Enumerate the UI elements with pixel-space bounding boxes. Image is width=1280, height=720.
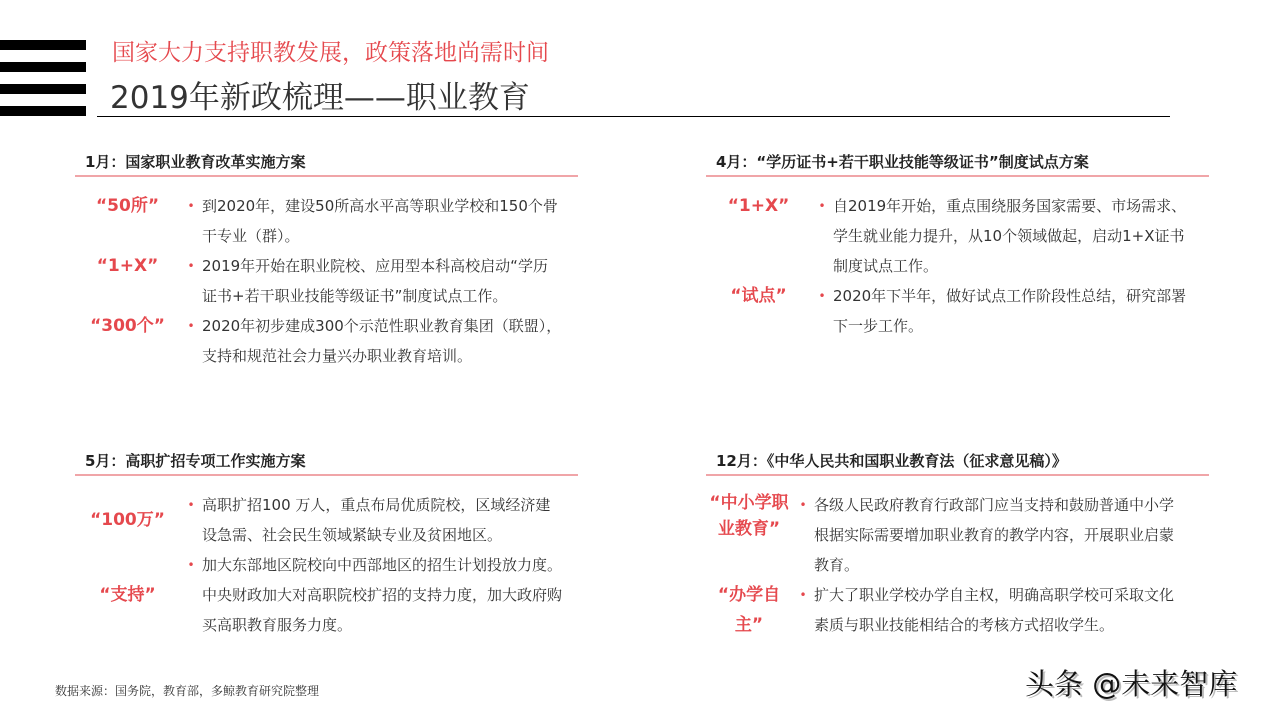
- item-text: 2019年开始在职业院校、应用型本科高校启动“学历证书+若干职业技能等级证书”制度试点工作。: [202, 257, 548, 305]
- section-may: [75, 448, 578, 640]
- item-label: “支持”: [99, 585, 156, 605]
- list-item: [75, 191, 578, 251]
- item-text: 高职扩招100 万人，重点布局优质院校，区域经济建设急需、社会民生领域紧缺专业及贫困地区。: [202, 496, 551, 544]
- list-item: [75, 550, 578, 640]
- item-text: 各级人民政府教育行政部门应当支持和鼓励普通中小学根据实际需要增加职业教育的教学内容，开展职业启蒙教育。: [814, 496, 1175, 574]
- item-label: “300个”: [90, 316, 165, 336]
- bullet-icon: •: [799, 588, 807, 602]
- data-source: 数据来源：国务院，教育部，多鲸教育研究院整理: [55, 684, 320, 698]
- item-label: “1+X”: [96, 256, 159, 276]
- divider: [706, 474, 1209, 476]
- list-item: [706, 580, 1209, 640]
- watermark: 头条 @未来智库: [1025, 667, 1238, 701]
- bullet-icon: •: [799, 498, 807, 512]
- page-title: 2019年新政梳理——职业教育: [110, 80, 530, 116]
- bullet-icon: •: [187, 498, 195, 512]
- section-heading: 5月：高职扩招专项工作实施方案: [85, 452, 306, 470]
- list-item: [706, 490, 1209, 580]
- item-text: 扩大了职业学校办学自主权，明确高职学校可采取文化素质与职业技能相结合的考核方式招收学生。: [814, 586, 1175, 634]
- item-label: “1+X”: [727, 196, 790, 216]
- decor-bar: [0, 40, 86, 50]
- section-heading: 4月：“学历证书+若干职业技能等级证书”制度试点方案: [716, 153, 1089, 171]
- list-item: [75, 251, 578, 311]
- bullet-icon: •: [187, 259, 195, 273]
- item-text: 到2020年，建设50所高水平高等职业学校和150个骨干专业（群）。: [202, 197, 558, 245]
- section-heading: 1月：国家职业教育改革实施方案: [85, 153, 306, 171]
- list-item: [706, 281, 1209, 341]
- decor-bar: [0, 84, 86, 94]
- item-text: 2020年初步建成300个示范性职业教育集团（联盟），支持和规范社会力量兴办职业教育培训。: [202, 317, 562, 365]
- list-item: [75, 311, 578, 371]
- decor-bar: [0, 106, 86, 116]
- item-label: “中小学职业教育”: [709, 493, 789, 539]
- bullet-icon: •: [187, 558, 195, 572]
- divider: [75, 175, 578, 177]
- list-item: [706, 191, 1209, 281]
- item-text: 加大东部地区院校向中西部地区的招生计划投放力度。中央财政加大对高职院校扩招的支持力度，加大政府购买高职教育服务力度。: [202, 556, 563, 634]
- section-apr: [706, 149, 1209, 341]
- item-label: “办学自主”: [717, 585, 781, 635]
- divider: [75, 474, 578, 476]
- section-jan: [75, 149, 578, 371]
- item-label: “50所”: [95, 196, 159, 216]
- item-text: 2020年下半年，做好试点工作阶段性总结，研究部署下一步工作。: [833, 287, 1187, 335]
- list-item: [75, 490, 578, 550]
- divider: [706, 175, 1209, 177]
- item-label: “试点”: [730, 286, 787, 306]
- title-divider: [97, 116, 1170, 117]
- item-text: 自2019年开始，重点围绕服务国家需要、市场需求、学生就业能力提升，从10个领域做起，启动1+X证书制度试点工作。: [833, 197, 1187, 275]
- bullet-icon: •: [818, 289, 826, 303]
- decor-bar: [0, 62, 86, 72]
- page-subtitle: 国家大力支持职教发展，政策落地尚需时间: [112, 40, 549, 66]
- section-heading: 12月：《中华人民共和国职业教育法（征求意见稿）》: [716, 452, 1067, 470]
- bullet-icon: •: [187, 199, 195, 213]
- bullet-icon: •: [818, 199, 826, 213]
- bullet-icon: •: [187, 319, 195, 333]
- section-dec: [706, 448, 1209, 640]
- item-label: “100万”: [90, 510, 165, 530]
